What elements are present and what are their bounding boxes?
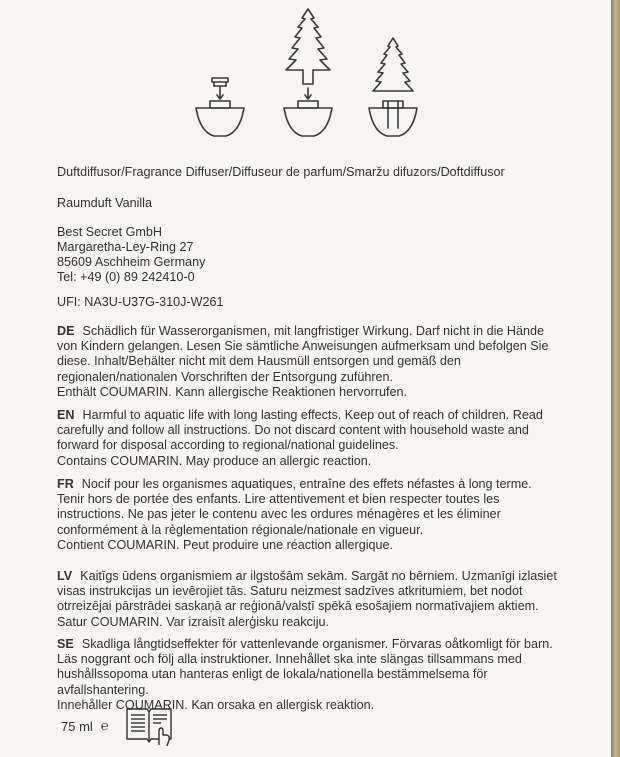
warning-text: Kaitīgs ūdens organismiem ar ilgstošām sekām. Sargāt no bērniem. Uzmanīgi izlasiet visas instrukcijas un ievērojiet tās. Saturu neizmest sadzīves atkritumiem, bet nodot otrreizējai pārstrādei saskaņā ar reģionā/valstī spēkā esošajiem normatīvajiem aktiem. xyxy=(57,569,557,614)
diffuser-step-1-icon xyxy=(196,78,244,136)
diffuser-step-2-icon xyxy=(284,9,332,136)
warning-block-lv xyxy=(57,569,562,630)
allergen-notice: Enthält COUMARIN. Kann allergische Reaktionen hervorrufen. xyxy=(57,384,407,399)
label-footer xyxy=(61,705,173,747)
warning-block-de xyxy=(57,324,562,400)
product-name: Raumduft Vanilla xyxy=(57,196,152,210)
read-manual-icon xyxy=(125,705,173,747)
diffuser-step-3-icon xyxy=(369,38,417,136)
manufacturer-address xyxy=(57,225,205,285)
warning-text: Nocif pour les organismes aquatiques, entraîne des effets néfastes à long terme. Tenir hors de portée des enfants. Lire attentivement et bien respecter toutes les instructions. Ne pas jeter le contenu avec les ordures ménagères et les éliminer conformément à la règlementation régionale/nationale en vigueur. xyxy=(57,477,532,537)
company-name: Best Secret GmbH xyxy=(57,225,162,239)
product-type-line: Duftdiffusor/Fragrance Diffuser/Diffuseur de parfum/Smaržu difuzors/Doftdiffusor xyxy=(57,165,505,179)
volume: 75 ml xyxy=(61,718,93,734)
warning-block-en xyxy=(57,408,562,469)
package-edge xyxy=(611,0,620,757)
allergen-notice: Contains COUMARIN. May produce an allergic reaction. xyxy=(57,453,372,468)
language-code: FR xyxy=(57,477,74,491)
usage-illustrations xyxy=(0,0,611,150)
estimated-sign-icon: ℮ xyxy=(100,719,109,734)
warning-block-fr xyxy=(57,477,562,553)
city: 85609 Aschheim Germany xyxy=(57,255,206,269)
phone: Tel: +49 (0) 89 242410-0 xyxy=(57,270,195,284)
allergen-notice: Contient COUMARIN. Peut produire une réaction allergique. xyxy=(57,537,394,552)
warning-text: Harmful to aquatic life with long lasting effects. Keep out of reach of children. Read carefully and follow all instructions. Do not discard content with household waste and forward for disposal according to regional/national guidelines. xyxy=(57,408,543,453)
warning-text: Skadliga långtidseffekter för vattenlevande organismer. Förvaras oåtkomligt för barn. Läs noggrant och följ alla instruktioner. Innehållet ska inte slängas tillsammans med hushållssopoma utan hanteras enligt de lokala/nationella bestämmelsema för avfallshantering. xyxy=(57,637,553,697)
warning-text: Schädlich für Wasserorganismen, mit langfristiger Wirkung. Darf nicht in die Hände von Kindern gelangen. Lesen Sie sämtliche Anweisungen aufmerksam und befolgen Sie diese. Inhalt/Behälter nicht mit dem Hausmüll entsorgen und gemäß den regionalen/nationalen Vorschriften der Entsorgung zuführen. xyxy=(57,324,549,384)
language-code: SE xyxy=(57,637,74,651)
language-code: DE xyxy=(57,324,75,338)
allergen-notice: Satur COUMARIN. Var izraisīt alerģisku reakciju. xyxy=(57,614,330,629)
allergen-notice: Innehåller COUMARIN. Kan orsaka en allergisk reaktion. xyxy=(57,697,375,712)
language-code: LV xyxy=(57,569,73,583)
warning-block-se xyxy=(57,637,562,713)
street: Margaretha-Ley-Ring 27 xyxy=(57,240,194,254)
ufi-code: UFI: NA3U-U37G-310J-W261 xyxy=(57,295,224,309)
language-code: EN xyxy=(57,408,75,422)
